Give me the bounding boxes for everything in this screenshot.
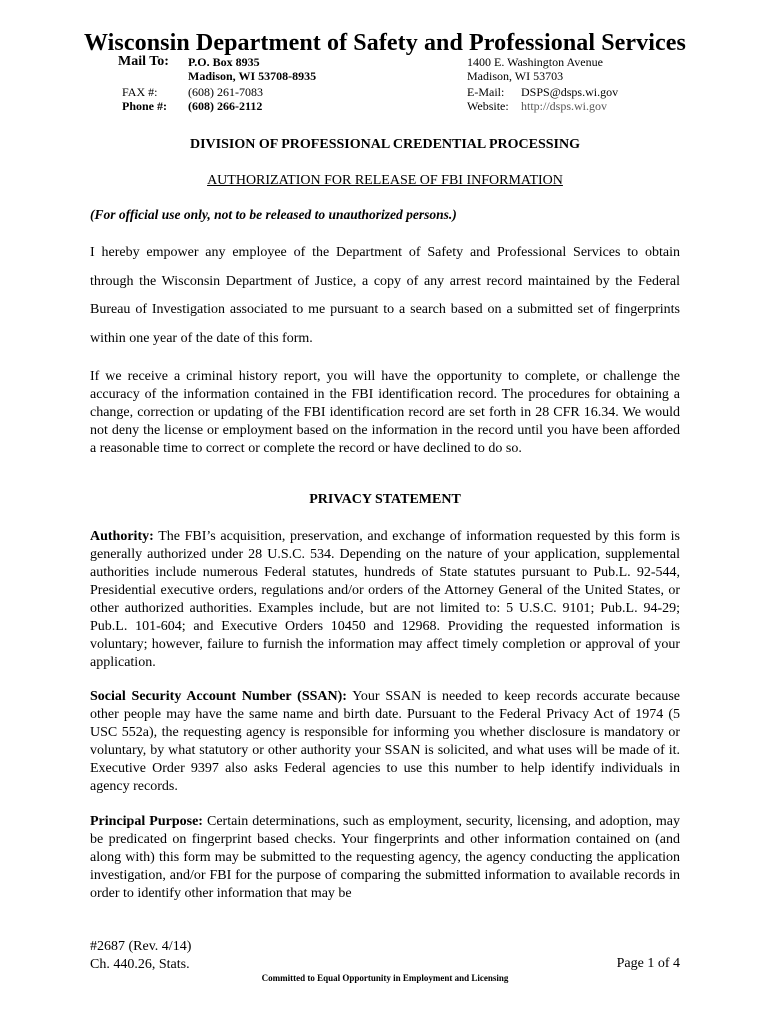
email-link[interactable]: DSPS@dsps.wi.gov: [521, 85, 619, 99]
ssan-text: Your SSAN is needed to keep records accurate because other people may have the same name and birth date. Pursuant to the Federal Privacy Act of 1974 (5 USC 552a), the requesting agency is responsible for informing you whether disclosure is mandatory or voluntary, by what statutory or other authority your SSAN is solicited, and what uses will be made of it. Executive Order 9397 also asks Federal agencies to use this number to help identify individuals in agency records.: [90, 689, 680, 794]
division-heading: DIVISION OF PROFESSIONAL CREDENTIAL PROCESSING: [189, 137, 580, 152]
criminal-history-paragraph: If we receive a criminal history report, you will have the opportunity to complete, or challenge the accuracy of the information contained in the FBI identification record. The procedures for obtaining a change, correction or updating of the FBI identification record are set forth in 28 CFR 16.34. We would not deny the license or employment based on the information in the record until you have been afforded a reasonable time to correct or complete the record or have declined to do so.: [90, 369, 680, 456]
street-address: [467, 55, 603, 83]
authority-label: Authority:: [90, 529, 154, 544]
authority-text: The FBI’s acquisition, preservation, and exchange of information requested by this form is generally authorized under 28 U.S.C. 534. Depending on the nature of your application, supplemental authorities include numerous Federal statutes, hundreds of State statutes pursuant to Pub.L. 92-544, Presidential executive orders, regulations and/or orders of the Attorney General of the United States, or other authorized authorities. Examples include, but are not limited to: 5 U.S.C. 9101; Pub.L. 94-29; Pub.L. 101-604; and Executive Orders 10450 and 12968. Providing the requested information is voluntary; however, failure to furnish the information may affect timely completion or approval of your application.: [90, 529, 680, 670]
phone-number: (608) 266-2112: [188, 99, 263, 113]
form-title: AUTHORIZATION FOR RELEASE OF FBI INFORMATION: [207, 173, 563, 188]
privacy-heading: PRIVACY STATEMENT: [309, 492, 461, 507]
email-label: E-Mail:: [467, 85, 505, 99]
street-city: Madison, WI 53703: [467, 69, 564, 83]
phone-label: Phone #:: [122, 99, 167, 113]
street: 1400 E. Washington Avenue: [467, 55, 603, 69]
authority-section: [90, 528, 680, 672]
authorization-paragraph: I hereby empower any employee of the Department of Safety and Professional Services to obtain through the Wisconsin Department of Justice, a copy of any arrest record maintained by the Federal Bureau of Investigation associated to me pursuant to a search based on a submitted set of fingerprints within one year of the date of this form.: [90, 245, 680, 346]
ssan-label: Social Security Account Number (SSAN):: [90, 689, 347, 704]
official-use-note: (For official use only, not to be released to unauthorized persons.): [90, 207, 457, 222]
equal-opportunity-motto: Committed to Equal Opportunity in Employment and Licensing: [261, 973, 509, 983]
footer-form-info: [90, 938, 191, 974]
principal-purpose-label: Principal Purpose:: [90, 814, 203, 829]
mailing-address: [188, 55, 316, 83]
mail-to-label: Mail To:: [118, 54, 169, 69]
ssan-section: [90, 688, 680, 796]
statute-reference: Ch. 440.26, Stats.: [90, 957, 190, 972]
form-number: #2687 (Rev. 4/14): [90, 939, 192, 954]
principal-purpose-section: [90, 813, 680, 903]
website-label: Website:: [467, 99, 509, 113]
po-city: Madison, WI 53708-8935: [188, 69, 317, 83]
fax-number: (608) 261-7083: [188, 85, 263, 99]
po-box: P.O. Box 8935: [188, 55, 260, 69]
principal-purpose-text: Certain determinations, such as employment, security, licensing, and adoption, may be predicated on fingerprint based checks. Your fingerprints and other information contained on (and along with) this form may be submitted to the requesting agency, the agency conducting the application investigation, and/or FBI for the purpose of comparing the submitted information to available records in order to identify other information that may be: [90, 814, 681, 901]
page-number: Page 1 of 4: [616, 956, 680, 971]
website-link[interactable]: http://dsps.wi.gov: [521, 99, 608, 113]
agency-title: Wisconsin Department of Safety and Professional Services: [83, 30, 686, 56]
fax-label: FAX #:: [122, 85, 158, 99]
